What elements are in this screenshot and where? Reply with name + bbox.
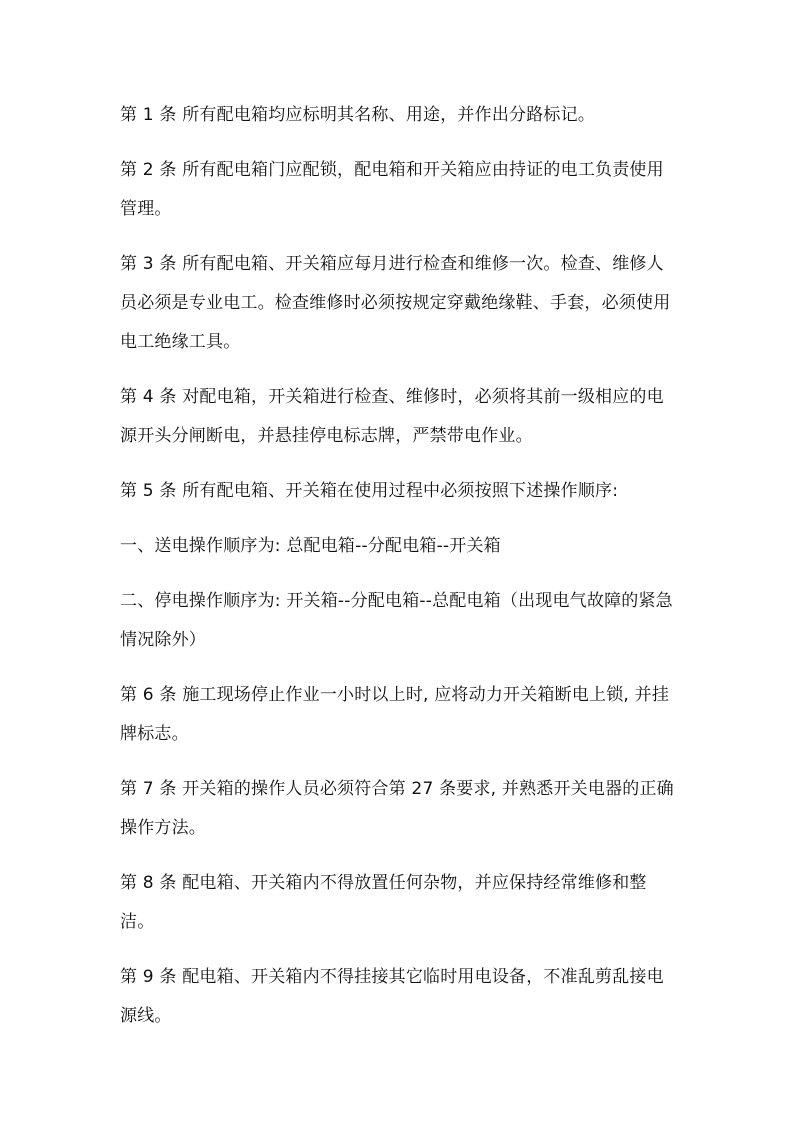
power-on-sequence: 一、送电操作顺序为: 总配电箱--分配电箱--开关箱 [120, 536, 501, 556]
article-3: 第 3 条 所有配电箱、开关箱应每月进行检查和维修一次。检查、维修人员必须是专业电工。检查维修时必须按规定穿戴绝缘鞋、手套，必须使用电工绝缘工具。 [120, 254, 671, 352]
article-5: 第 5 条 所有配电箱、开关箱在使用过程中必须按照下述操作顺序: [120, 481, 619, 501]
article-4: 第 4 条 对配电箱，开关箱进行检查、维修时，必须将其前一级相应的电源开头分闸断电，并悬挂停电标志牌，严禁带电作业。 [120, 387, 664, 446]
article-6: 第 6 条 施工现场停止作业一小时以上时, 应将动力开关箱断电上锁, 并挂牌标志。 [120, 685, 670, 744]
article-7: 第 7 条 开关箱的操作人员必须符合第 27 条要求, 并熟悉开关电器的正确操作方法。 [120, 779, 674, 838]
power-off-sequence: 二、停电操作顺序为: 开关箱--分配电箱--总配电箱（出现电气故障的紧急情况除外） [120, 591, 673, 650]
article-8: 第 8 条 配电箱、开关箱内不得放置任何杂物，并应保持经常维修和整洁。 [120, 873, 647, 932]
article-1: 第 1 条 所有配电箱均应标明其名称、用途，并作出分路标记。 [120, 105, 596, 125]
article-2: 第 2 条 所有配电箱门应配锁，配电箱和开关箱应由持证的电工负责使用管理。 [120, 160, 664, 219]
article-9: 第 9 条 配电箱、开关箱内不得挂接其它临时用电设备，不准乱剪乱接电源线。 [120, 967, 664, 1026]
document-body [120, 96, 676, 1052]
